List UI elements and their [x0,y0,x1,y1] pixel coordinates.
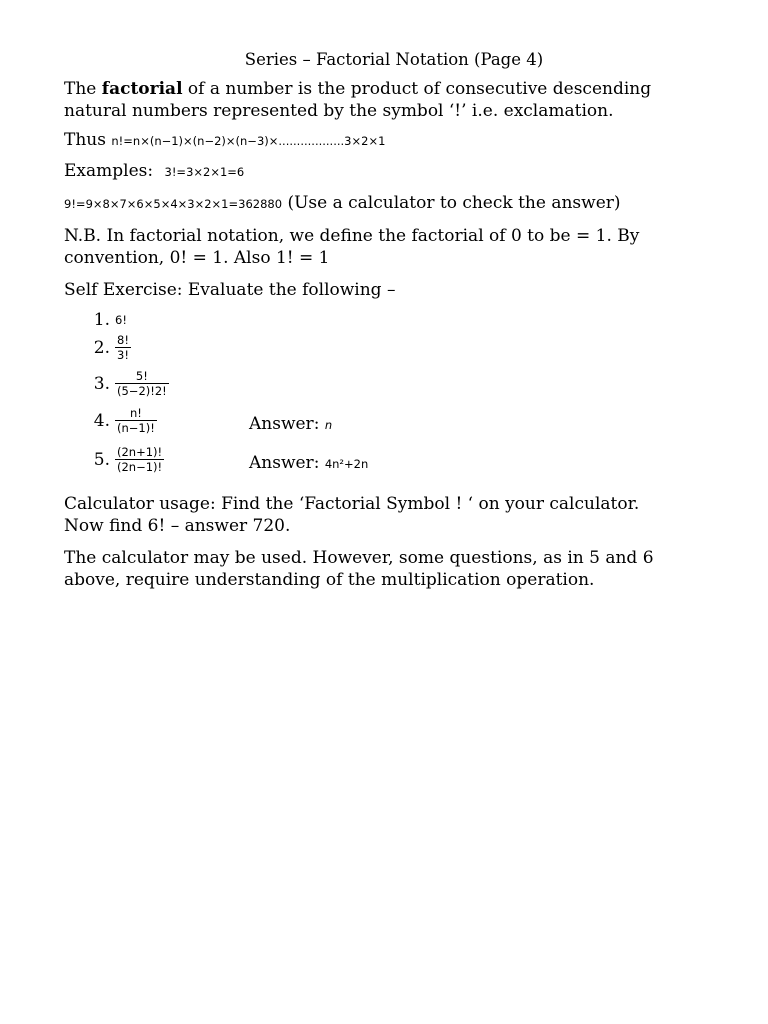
numerator: n! [129,406,142,420]
numerator: 5! [135,369,148,383]
page-title: Series – Factorial Notation (Page 4) [244,50,544,69]
item-expression: 6! [115,313,127,327]
exercise-item-4 [86,406,157,435]
fraction [115,445,164,474]
thus-line [64,129,385,152]
denominator: (5−2)!2! [117,384,167,398]
closing-line-1: The calculator may be used. However, some questions, as in 5 and 6 [64,548,654,568]
example-formula-1: 3!=3×2×1=6 [164,165,245,179]
intro-paragraph [64,78,651,122]
closing-paragraph [64,547,654,591]
factorial-definition-formula: n!=n×(n−1)×(n−2)×(n−3)×..................3×2×1 [111,134,386,148]
self-exercise-heading: Self Exercise: Evaluate the following – [64,280,396,300]
item-number: 2. [93,337,110,358]
answer-label: Answer: [249,414,320,434]
calculator-line-1: Calculator usage: Find the ‘Factorial Symbol ! ‘ on your calculator. [64,494,640,514]
calculator-paragraph [64,493,639,537]
item-number: 4. [93,410,110,431]
exercise-item-2 [86,333,131,362]
nb-paragraph [64,225,639,269]
closing-line-2: above, require understanding of the multiplication operation. [64,570,595,590]
intro-line-1 [64,78,651,100]
example-note: (Use a calculator to check the answer) [287,193,621,213]
numerator: (2n+1)! [117,445,163,459]
fraction [115,369,169,398]
numerator: 8! [117,333,129,347]
answer-label: Answer: [249,453,320,473]
calculator-line-2: Now find 6! – answer 720. [64,516,291,536]
item-number: 5. [93,449,110,470]
intro-line-2: natural numbers represented by the symbol ‘!’ i.e. exclamation. [64,101,614,121]
exercise-item-1 [86,310,127,330]
exercise-item-5 [86,445,164,474]
examples-label: Examples: [64,161,154,181]
examples-line [64,160,244,183]
thus-label: Thus [64,130,106,150]
answer-item-4 [249,414,332,434]
item-number: 3. [93,373,110,394]
example-formula-2: 9!=9×8×7×6×5×4×3×2×1=362880 [64,197,283,211]
answer-item-5 [249,453,368,473]
nb-line-2: convention, 0! = 1. Also 1! = 1 [64,248,330,268]
denominator: 3! [117,348,129,362]
fraction [115,333,131,362]
denominator: (n−1)! [117,421,155,435]
answer-value: 4n²+2n [324,457,369,471]
fraction [115,406,157,435]
exercise-item-3 [86,369,169,398]
intro-post: of a number is the product of consecutive descending [182,79,652,99]
example-2-line [64,192,621,215]
item-number: 1. [93,310,110,330]
denominator: (2n−1)! [117,460,163,474]
intro-pre: The [64,79,102,99]
nb-line-1: N.B. In factorial notation, we define the factorial of 0 to be = 1. By [64,226,640,246]
factorial-term: factorial [101,79,183,99]
answer-value: n [324,418,333,432]
